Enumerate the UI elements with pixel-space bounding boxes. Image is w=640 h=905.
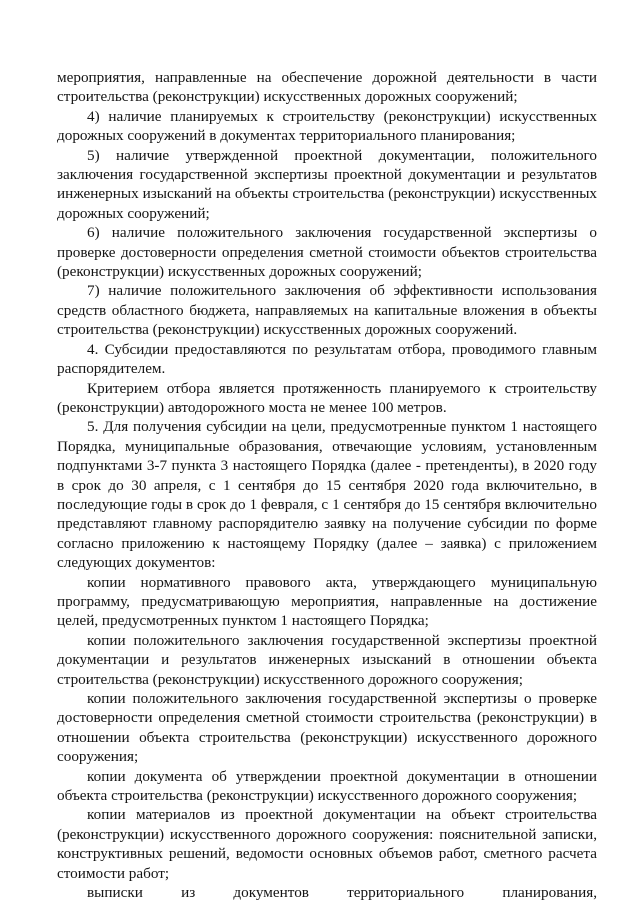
paragraph-continuation: мероприятия, направленные на обеспечение дорожной деятельности в части строительства (реконструкции) искусственных дорожных сооружений;: [57, 69, 597, 106]
paragraph-doc-copy-expertise: копии положительного заключения государственной экспертизы проектной документации и результатов инженерных изысканий в отношении объекта строительства (реконструкции) искусственного дорожного сооружения;: [57, 631, 597, 688]
paragraph-doc-copy-approval: копии документа об утверждении проектной документации в отношении объекта строительства (реконструкции) искусственного дорожного сооружения;: [57, 767, 597, 805]
paragraph-doc-copy-act: копии нормативного правового акта, утверждающего муниципальную программу, предусматривающую мероприятия, направленные на достижение целей, предусмотренных пунктом 1 настоящего Порядка;: [57, 573, 597, 630]
document-page: [57, 68, 597, 902]
paragraph-doc-copy-materials: копии материалов из проектной документации на объект строительства (реконструкции) искусственного дорожного сооружения: пояснительной записки, конструктивных решений, ведомости основных объемов работ, сметного расчета стоимости работ;: [57, 806, 597, 882]
paragraph-item-7: 7) наличие положительного заключения об эффективности использования средств областного бюджета, направляемых на капитальные вложения в объекты строительства (реконструкции) искусственных дорожных сооружений.: [57, 282, 597, 339]
paragraph-selection-criterion: Критерием отбора является протяженность планируемого к строительству (реконструкции) автодорожного моста не менее 100 метров.: [57, 379, 597, 416]
paragraph-item-4: 4) наличие планируемых к строительству (реконструкции) искусственных дорожных сооружений в документах территориального планирования;: [57, 107, 597, 145]
paragraph-clause-5: 5. Для получения субсидии на цели, предусмотренные пунктом 1 настоящего Порядка, муниципальные образования, отвечающие условиям, установленным подпунктами 3-7 пункта 3 настоящего Порядка (далее - претенденты), в 2020 году в срок до 30 апреля, с 1 сентября до 15 сентября 2020 года включительно, в последующие годы в срок до 1 февраля, с 1 сентября до 15 сентября включительно представляют главному распорядителю заявку на получение субсидии по форме согласно приложению к настоящему Порядку (далее – заявка) с приложением следующих документов:: [57, 418, 597, 572]
paragraph-doc-extracts: выписки из документов территориального планирования,: [87, 884, 597, 902]
paragraph-clause-4: 4. Субсидии предоставляются по результатам отбора, проводимого главным распорядителем.: [57, 340, 597, 378]
paragraph-item-5: 5) наличие утвержденной проектной документации, положительного заключения государственной экспертизы проектной документации и результатов инженерных изысканий на объекты строительства (реконструкции) искусственных дорожных сооружений;: [57, 146, 597, 222]
paragraph-doc-copy-cost-expertise: копии положительного заключения государственной экспертизы о проверке достоверности определения сметной стоимости строительства (реконструкции) в отношении объекта строительства (реконструкции) искусственного дорожного сооружения;: [57, 690, 597, 766]
paragraph-item-6: 6) наличие положительного заключения государственной экспертизы о проверке достоверности определения сметной стоимости объектов строительства (реконструкции) искусственных дорожных сооружений;: [57, 224, 597, 281]
